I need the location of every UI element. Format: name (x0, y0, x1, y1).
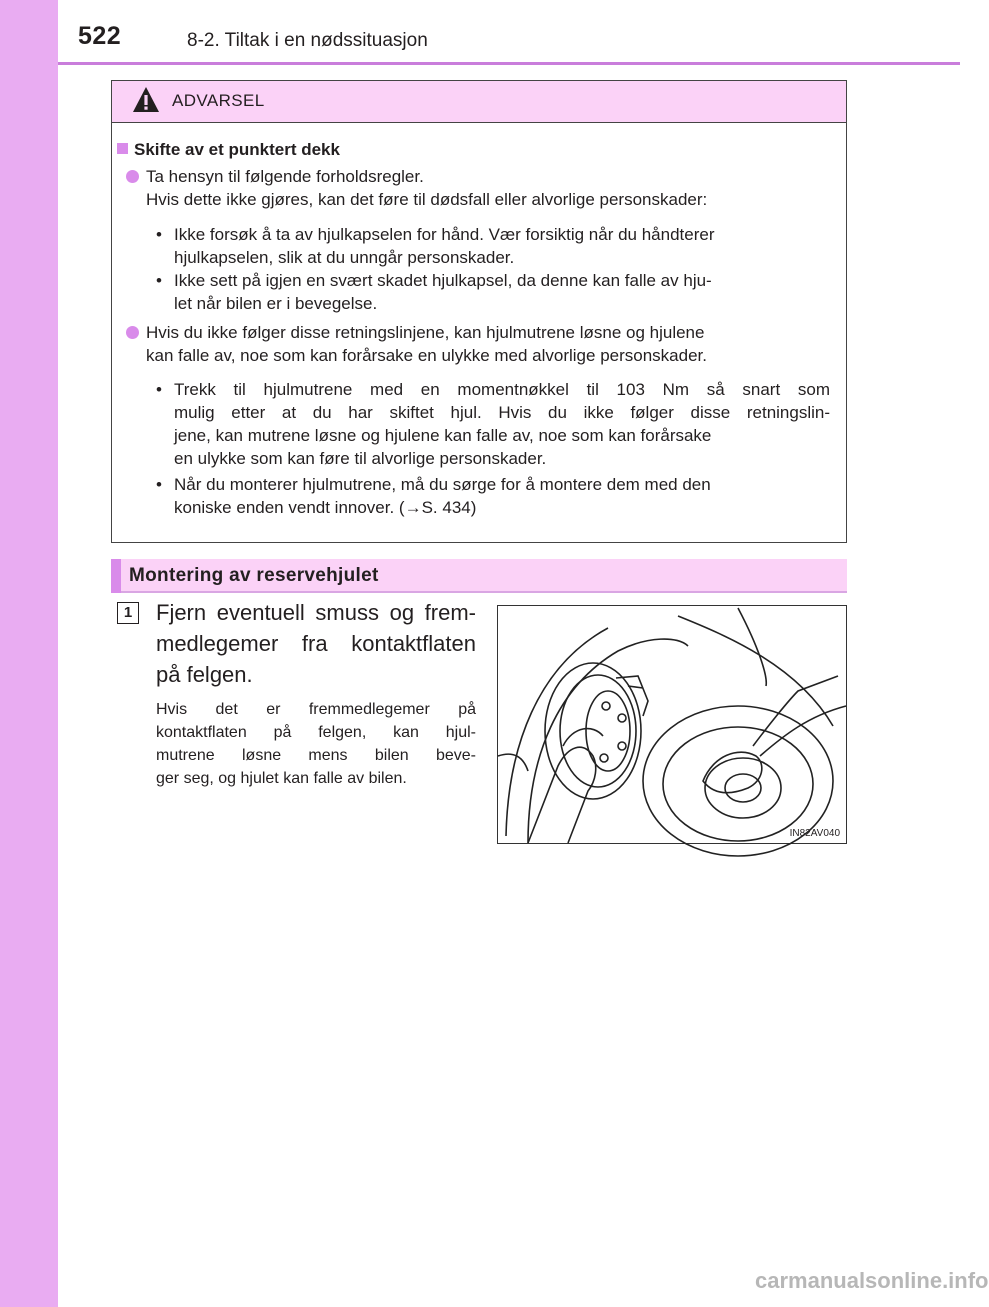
note-text: mutrene løsne mens bilen beve- (156, 747, 476, 764)
warning-triangle-icon (132, 86, 160, 114)
note-text: kontaktflaten på felgen, kan hjul- (156, 724, 476, 741)
sub-bullet-text: koniske enden vendt innover. (→S. 434) (174, 498, 477, 517)
bullet-text: Hvis du ikke følger disse retningslinjene, kan hjulmutrene løsne og hjulene (146, 323, 705, 342)
warning-subheading-text: Skifte av et punktert dekk (134, 140, 340, 159)
bullet-dot-icon (126, 170, 139, 183)
wheel-cleaning-drawing (498, 606, 846, 843)
warning-header (112, 81, 846, 123)
sub-bullet-text: let når bilen er i bevegelse. (174, 294, 378, 313)
sub-bullet-text: Ikke forsøk å ta av hjulkapselen for hånd. Vær forsiktig når du håndterer (174, 225, 715, 244)
step-text: på felgen. (156, 662, 253, 687)
section-heading: Montering av reservehjulet (129, 565, 379, 586)
step-number-badge: 1 (117, 602, 139, 624)
spare-wheel-illustration (497, 605, 847, 844)
bullet-text: Hvis dette ikke gjøres, kan det føre til dødsfall eller alvorlige personskader: (146, 190, 708, 209)
section-title: 8-2. Tiltak i en nødssituasjon (187, 30, 428, 51)
dash-marker: • (156, 380, 162, 399)
warning-title: ADVARSEL (172, 91, 265, 110)
warning-subheading (117, 140, 340, 160)
sub-bullet-text: jene, kan mutrene løsne og hjulene kan falle av, noe som kan forårsake (174, 426, 712, 445)
dash-marker: • (156, 271, 162, 290)
dash-marker: • (156, 475, 162, 494)
sub-bullet-text: en ulykke som kan føre til alvorlige personskader. (174, 449, 547, 468)
heading-accent (111, 559, 121, 593)
chapter-tab-bar (0, 0, 58, 1307)
bullet-text: Ta hensyn til følgende forholdsregler. (146, 167, 424, 186)
figure-code: IN82AV040 (789, 828, 840, 839)
watermark: carmanualsonline.info (755, 1268, 989, 1293)
sub-bullet-text: Trekk til hjulmutrene med en momentnøkkel til 103 Nm så snart som (174, 380, 830, 399)
step-text: Fjern eventuell smuss og frem- (156, 600, 476, 625)
page-number: 522 (78, 22, 122, 50)
step-text: medlegemer fra kontaktflaten (156, 631, 476, 656)
bullet-dot-icon (126, 326, 139, 339)
sub-bullet-text: Når du monterer hjulmutrene, må du sørge for å montere dem med den (174, 475, 711, 494)
note-text: ger seg, og hjulet kan falle av bilen. (156, 770, 407, 787)
dash-marker: • (156, 225, 162, 244)
sub-bullet-text: hjulkapselen, slik at du unngår personskader. (174, 248, 515, 267)
sub-bullet-text: mulig etter at du har skiftet hjul. Hvis du ikke følger disse retningslin- (174, 403, 830, 422)
bullet-text: kan falle av, noe som kan forårsake en ulykke med alvorlige personskader. (146, 346, 707, 365)
warning-box (111, 80, 847, 543)
square-bullet-icon (117, 143, 128, 154)
note-text: Hvis det er fremmedlegemer på (156, 701, 476, 718)
sub-bullet-text: Ikke sett på igjen en svært skadet hjulkapsel, da denne kan falle av hju- (174, 271, 712, 290)
section-heading-bar (111, 559, 847, 593)
header-divider (58, 62, 960, 65)
